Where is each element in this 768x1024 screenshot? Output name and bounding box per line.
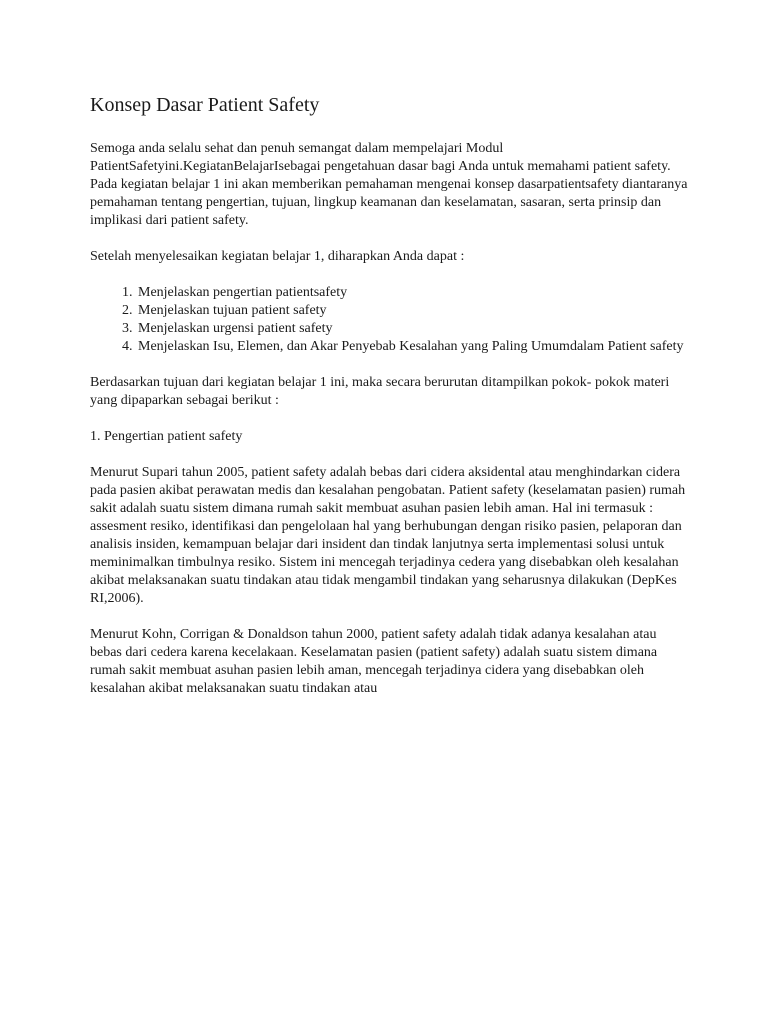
section-heading: 1. Pengertian patient safety <box>90 429 243 444</box>
document-content <box>90 92 690 716</box>
objectives-lead-paragraph: Setelah menyelesaikan kegiatan belajar 1, diharapkan Anda dapat : <box>90 249 465 264</box>
objective-item: 3. Menjelaskan urgensi patient safety <box>136 320 690 338</box>
objective-item: 4. Menjelaskan Isu, Elemen, dan Akar Penyebab Kesalahan yang Paling Umumdalam Patient safety <box>136 338 690 356</box>
supari-definition-paragraph: Menurut Supari tahun 2005, patient safety adalah bebas dari cidera aksidental atau menghindarkan cidera pada pasien akibat perawatan medis dan kesalahan pengobatan. Patient safety (keselamatan pasien) rumah sakit adalah suatu sistem dimana rumah sakit membuat asuhan pasien lebih aman. Hal ini termasuk : assesment resiko, identifikasi dan pengelolaan hal yang berhubungan dengan risiko pasien, pelaporan dan analisis insiden, kemampuan belajar dari insident dan tindak lanjutnya serta implementasi solusi untuk meminimalkan timbulnya resiko. Sistem ini mencegah terjadinya cedera yang disebabkan oleh kesalahan akibat melaksanakan suatu tindakan atau tidak mengambil tindakan yang seharusnya dilakukan (DepKes RI,2006). <box>90 465 686 606</box>
objectives-list <box>90 284 690 356</box>
objective-item: 2. Menjelaskan tujuan patient safety <box>136 302 690 320</box>
intro-paragraph: Semoga anda selalu sehat dan penuh semangat dalam mempelajari Modul PatientSafetyini.KegiatanBelajarIsebagai pengetahuan dasar bagi Anda untuk memahami patient safety. Pada kegiatan belajar 1 ini akan memberikan pemahaman mengenai konsep dasarpatientsafety diantaranya pemahaman tentang pengertian, tujuan, lingkup keamanan dan keselamatan, sasaran, serta prinsip dan implikasi dari patient safety. <box>90 141 688 228</box>
kohn-definition-paragraph: Menurut Kohn, Corrigan & Donaldson tahun 2000, patient safety adalah tidak adanya kesalahan atau bebas dari cedera karena kecelakaan. Keselamatan pasien (patient safety) adalah suatu sistem dimana rumah sakit membuat asuhan pasien lebih aman, mencegah terjadinya cidera yang disebabkan oleh kesalahan akibat melaksanakan suatu tindakan atau <box>90 627 658 696</box>
materials-lead-paragraph: Berdasarkan tujuan dari kegiatan belajar 1 ini, maka secara berurutan ditampilkan pokok- pokok materi yang dipaparkan sebagai berikut : <box>90 375 670 408</box>
document-title: Konsep Dasar Patient Safety <box>90 94 320 116</box>
objective-item: 1. Menjelaskan pengertian patientsafety <box>136 284 690 302</box>
